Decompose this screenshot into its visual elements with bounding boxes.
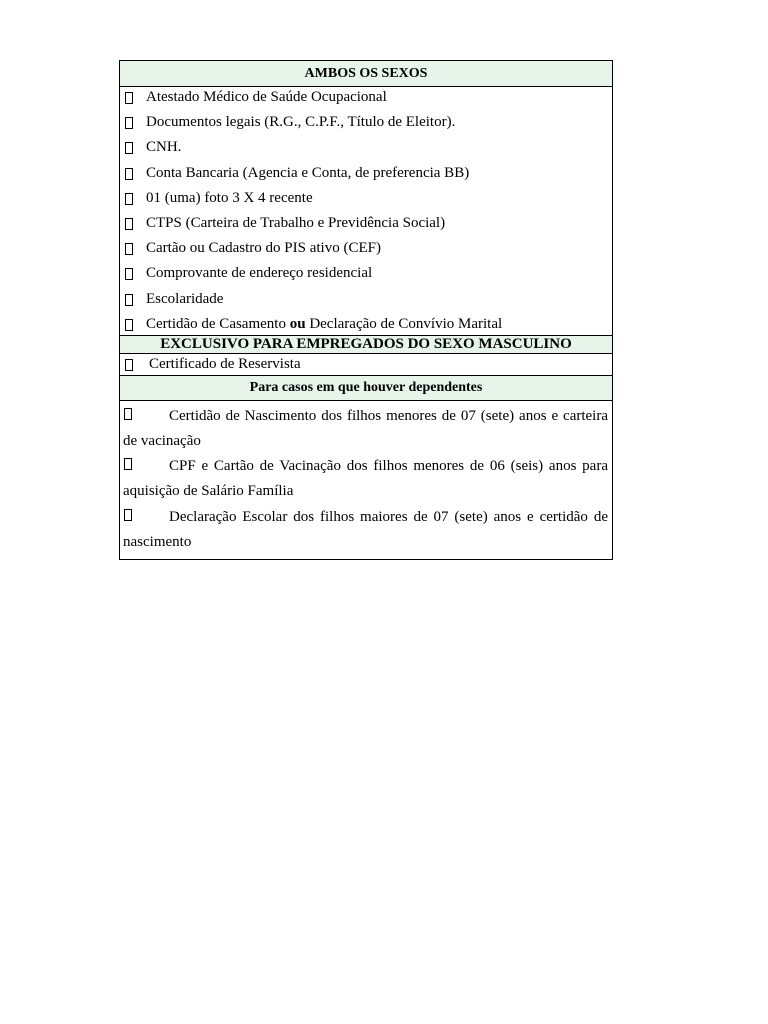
section-body-ambos-os-sexos [120,87,612,336]
text-bold-or: ou [289,315,306,332]
list-item [120,239,612,264]
list-item-text: Certidão de Nascimento dos filhos menores de 07 (sete) anos e carteira de vacinação [123,407,608,449]
bullet-icon [125,294,133,306]
list-item-text [146,315,502,333]
list-item-text: Cartão ou Cadastro do PIS ativo (CEF) [146,240,381,257]
list-item [120,164,612,189]
list-item-text: Atestado Médico de Saúde Ocupacional [146,89,387,105]
list-item [123,505,608,555]
section-header-exclusivo-masculino [120,336,612,354]
bullet-icon [125,193,133,205]
list-item [123,454,608,504]
list-item-text: Escolaridade [146,290,224,307]
list-item-text: Documentos legais (R.G., C.P.F., Título de Eleitor). [146,114,456,131]
bullet-icon [125,168,133,180]
section-title: Para casos em que houver dependentes [249,379,483,395]
text-before: Certidão de Casamento [146,315,290,332]
paragraph-list [120,401,612,559]
requirements-table [119,60,613,560]
list-item-text: 01 (uma) foto 3 X 4 recente [146,189,313,206]
section-title: AMBOS OS SEXOS [304,66,428,81]
list-item [120,315,612,333]
bullet-icon [125,268,133,280]
section-header-ambos-os-sexos [120,61,612,87]
bullet-icon [125,92,133,104]
bullet-icon [125,142,133,154]
list-item [120,264,612,289]
bullet-list [120,87,612,335]
list-item-text: Conta Bancaria (Agencia e Conta, de preferencia BB) [146,164,470,181]
bullet-icon [125,117,133,129]
bullet-icon [125,359,133,371]
section-title: EXCLUSIVO PARA EMPREGADOS DO SEXO MASCULINO [160,335,572,352]
bullet-icon [124,408,132,420]
bullet-icon [124,509,132,521]
text-after: Declaração de Convívio Marital [305,315,503,332]
bullet-icon [125,243,133,255]
bullet-list [120,354,612,375]
list-item-text: Declaração Escolar dos filhos maiores de 07 (sete) anos e certidão de nascimento [123,508,608,550]
list-item [120,214,612,239]
list-item [120,189,612,214]
section-body-exclusivo-masculino [120,354,612,376]
list-item-text: CTPS (Carteira de Trabalho e Previdência Social) [146,214,446,231]
list-item [120,355,612,373]
list-item [120,88,612,113]
bullet-icon [125,319,133,331]
section-header-dependentes [120,376,612,401]
list-item-text: Certificado de Reservista [149,355,301,372]
section-body-dependentes [120,401,612,559]
list-item [120,290,612,315]
bullet-icon [124,458,132,470]
list-item [123,404,608,454]
list-item [120,113,612,138]
list-item-text: CPF e Cartão de Vacinação dos filhos menores de 06 (seis) anos para aquisição de Salário Família [123,458,608,500]
list-item [120,138,612,163]
bullet-icon [125,218,133,230]
list-item-text: CNH. [146,139,182,156]
list-item-text: Comprovante de endereço residencial [146,265,373,282]
